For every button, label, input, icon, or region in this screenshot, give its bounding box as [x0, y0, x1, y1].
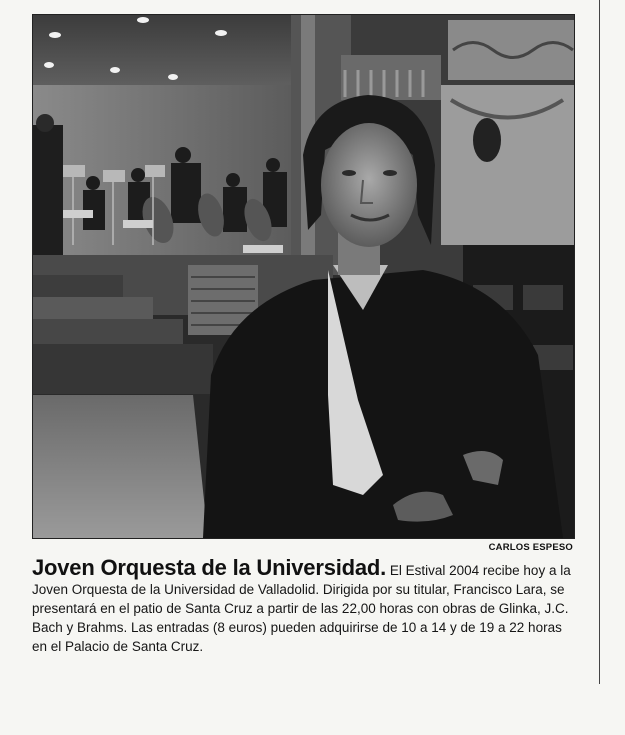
aisle-floor [33, 395, 208, 538]
draped-banner [441, 85, 574, 245]
photo-illustration [33, 15, 574, 538]
balustrade [345, 70, 423, 97]
caption-headline: Joven Orquesta de la Universidad. [32, 555, 387, 580]
news-photo [32, 14, 575, 539]
caption-body: El Estival 2004 recibe hoy a la Joven Orquesta de la Universidad de Valladolid. Dirigida por su titular, Francisco Lara, se presentará en el patio de Santa Cruz a partir de las 22,00 horas con obras de Glinka, J.C. Bach y Brahms. Las entradas (8 euros) pueden adquirirse de 10 a 14 y de 19 a 22 horas en el Palacio de Santa Cruz. [32, 563, 571, 654]
photo-caption [32, 555, 577, 656]
ornate-frieze [448, 20, 574, 80]
photo-credit: CARLOS ESPESO [488, 542, 573, 553]
coat-of-arms [473, 118, 501, 162]
column-rule [599, 0, 600, 684]
